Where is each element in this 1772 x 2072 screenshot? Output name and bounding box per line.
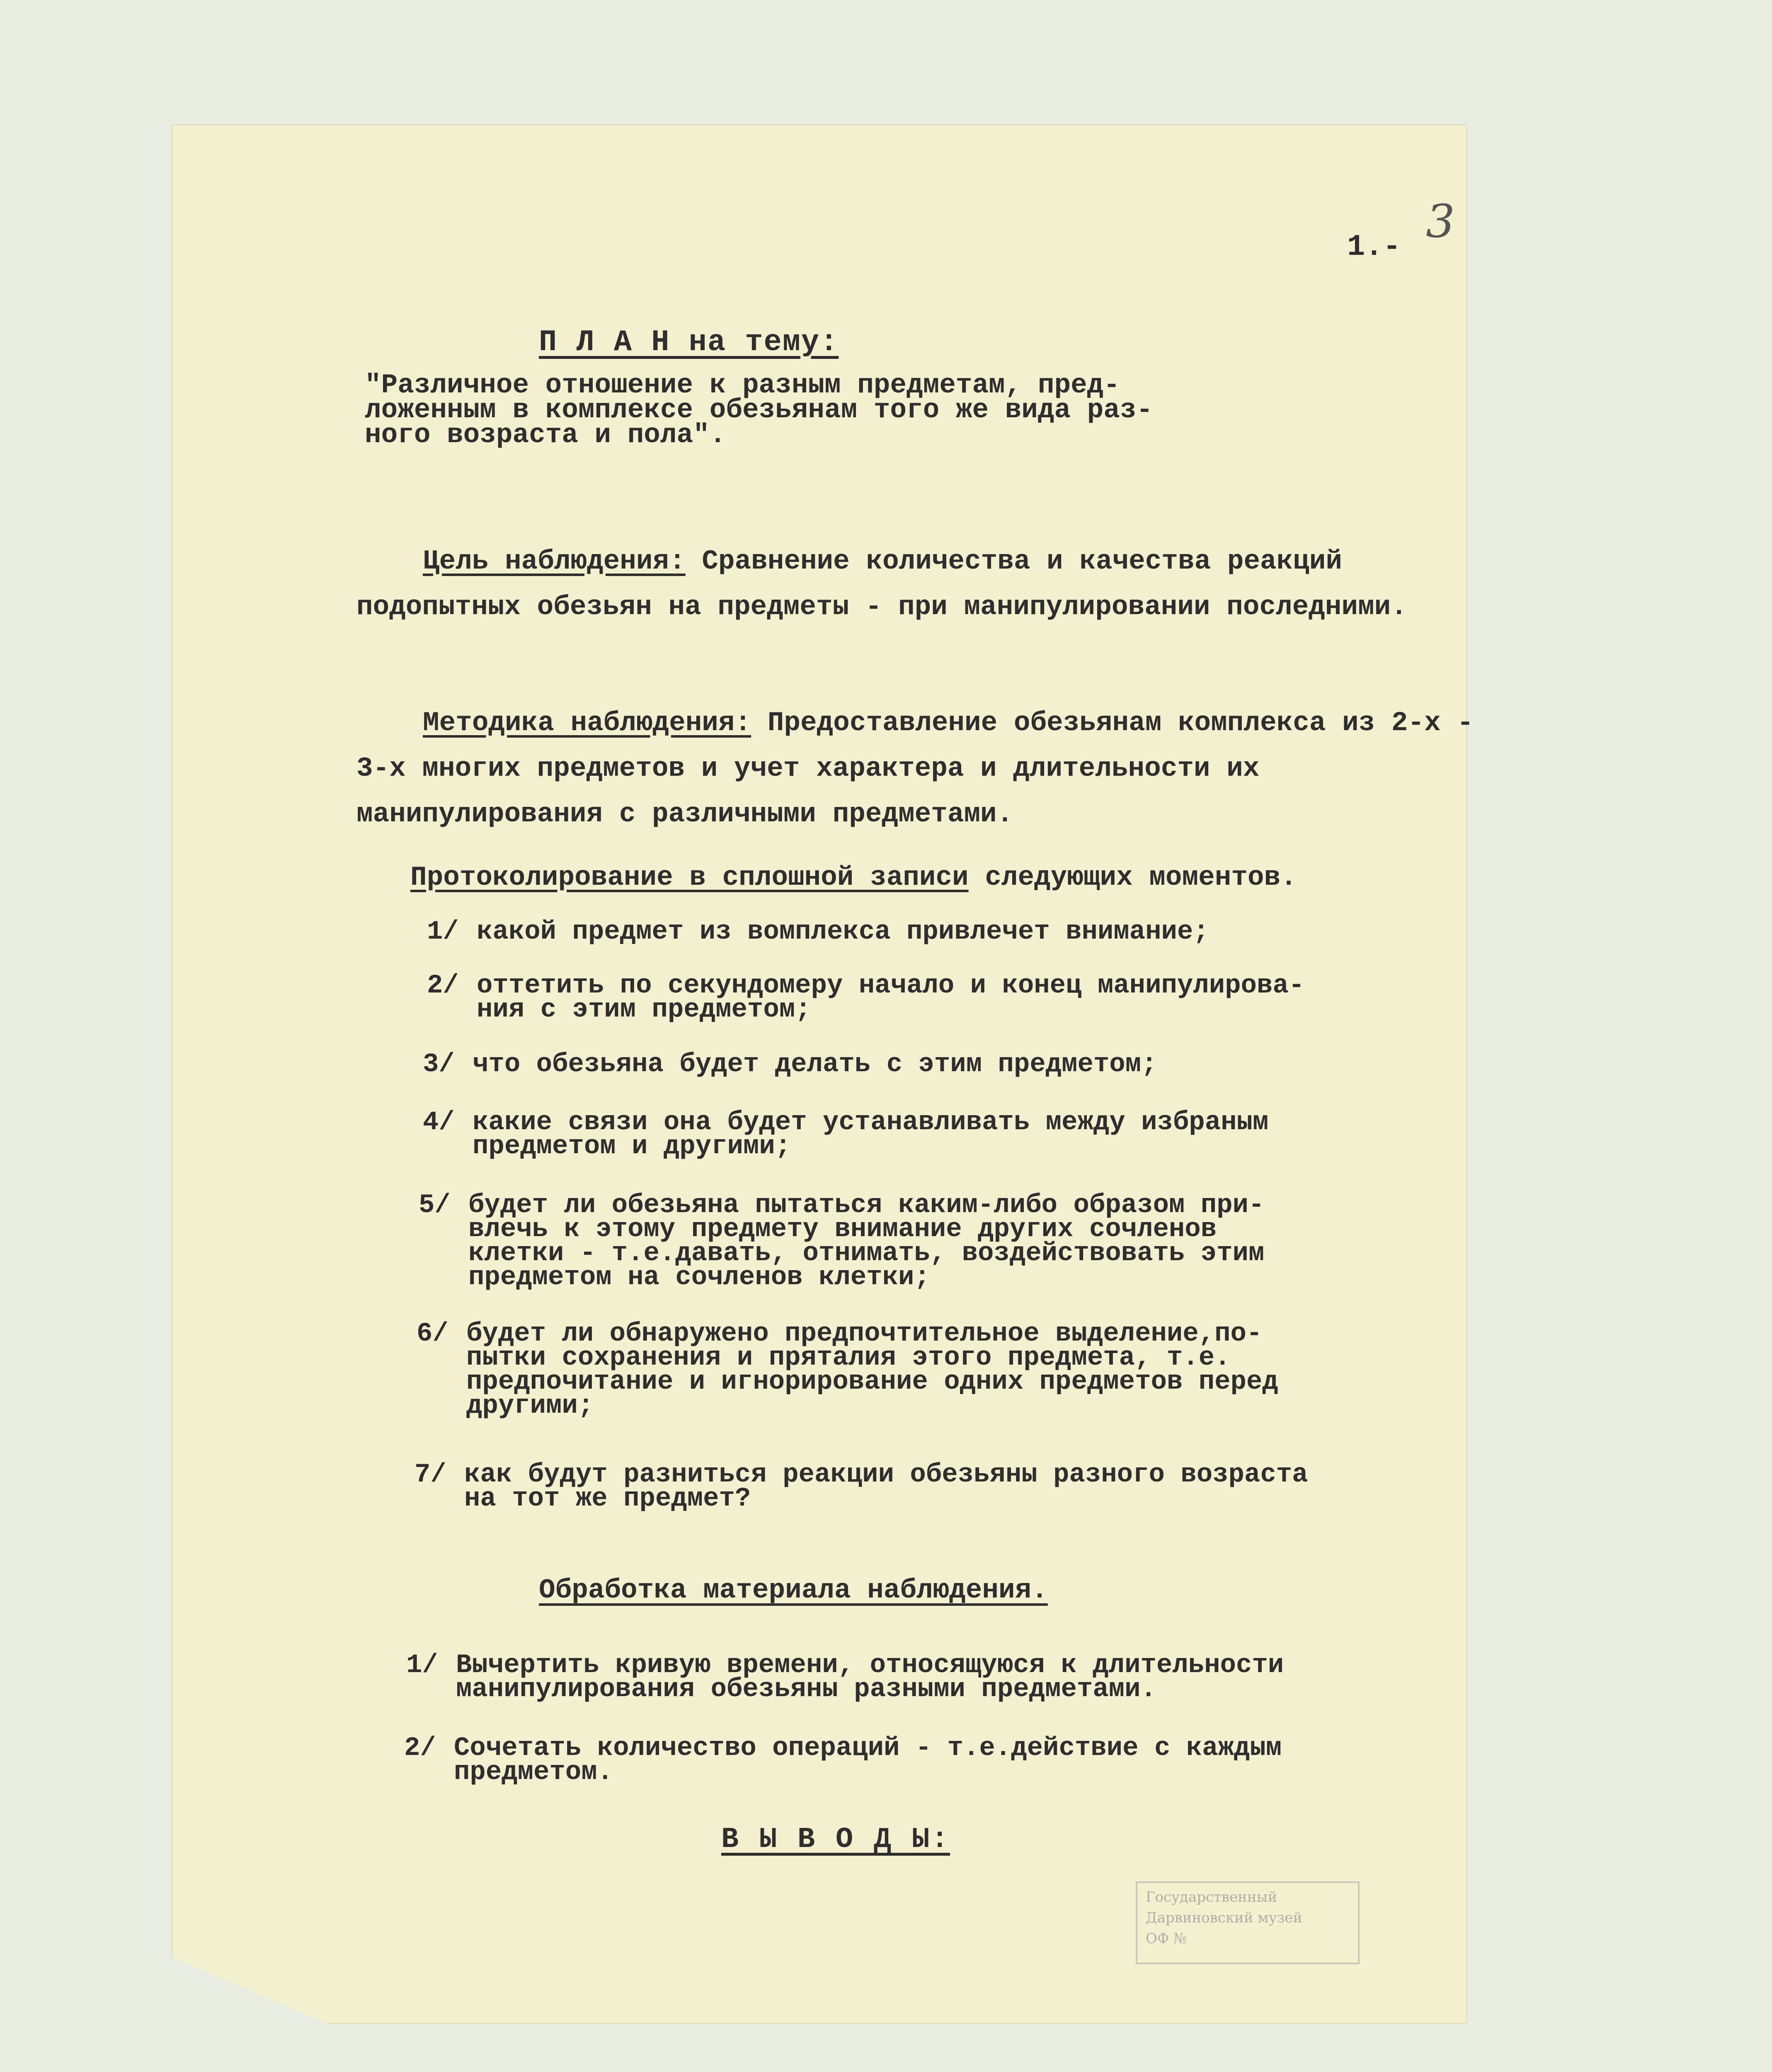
item-text: оттетить по секундомеру начало и конец манипулирова- ния с этим предметом;: [477, 971, 1305, 1025]
plan-title: П Л А Н на тему:: [539, 325, 839, 359]
item-number: 5/: [419, 1191, 451, 1220]
protocol-item: [427, 971, 1305, 1025]
item-text: Вычертить кривую времени, относящуюся к длительности манипулирования обезьяны разными предметами.: [456, 1651, 1284, 1704]
processing-title: Обработка материала наблюдения.: [539, 1575, 1048, 1606]
item-number: 3/: [423, 1050, 455, 1080]
item-text: будет ли обнаружено предпочтительное выделение,по- пытки сохранения и пряталия этого предмета, т.е. предпочитание и игнорирование одних предметов перед другими;: [466, 1319, 1278, 1421]
stamp-line: Государственный: [1146, 1889, 1277, 1905]
protocol-text: следующих моментов.: [968, 862, 1297, 893]
item-text: будет ли обезьяна пытаться каким-либо образом при- влечь к этому предмету внимание других сочленов клетки - т.е.давать, отнимать, воздействовать этим предметом на сочленов клетки;: [468, 1191, 1265, 1293]
goal-label: Цель наблюдения:: [423, 546, 686, 577]
page-number: 1.-: [1347, 230, 1401, 264]
protocol-item: [427, 917, 1209, 947]
item-number: 4/: [423, 1108, 455, 1138]
stamp-line: Дарвиновский музей: [1146, 1910, 1302, 1926]
item-text: какой предмет из вомплекса привлечет внимание;: [477, 917, 1209, 947]
protocol-item: [415, 1460, 1308, 1514]
stamp-line: ОФ №: [1146, 1930, 1187, 1947]
method-label: Методика наблюдения:: [423, 707, 751, 738]
item-number: 6/: [417, 1319, 448, 1349]
protocol-item: [423, 1108, 1269, 1162]
item-number: 7/: [415, 1460, 446, 1490]
protocol-header: [410, 862, 1297, 893]
item-number: 1/: [427, 917, 459, 947]
protocol-item: [417, 1319, 1278, 1421]
item-text: как будут разниться реакции обезьяны разного возраста на тот же предмет?: [464, 1460, 1308, 1514]
protocol-item: [423, 1050, 1157, 1080]
processing-item: [404, 1733, 1282, 1787]
item-number: 2/: [427, 971, 459, 1001]
protocol-item: [419, 1191, 1265, 1293]
method-paragraph: [356, 700, 1476, 837]
protocol-label: Протоколирование в сплошной записи: [410, 862, 969, 893]
archive-stamp: [1136, 1881, 1360, 1964]
plan-topic: "Различное отношение к разным предметам, пред- ложенным в комплексе обезьянам того же вида раз- ного возраста и пола".: [365, 370, 1153, 450]
goal-paragraph: [356, 539, 1476, 630]
goal-text: Сравнение количества и качества реакций подопытных обезьян на предметы - при манипулировании последними.: [356, 546, 1407, 622]
item-number: 2/: [404, 1733, 436, 1763]
conclusions-heading: В Ы В О Д Ы:: [721, 1823, 950, 1856]
item-number: 1/: [406, 1651, 438, 1680]
processing-item: [406, 1653, 1284, 1702]
pencil-page-number: 3: [1426, 195, 1455, 248]
item-text: Сочетать количество операций - т.е.действие с каждым предметом.: [454, 1733, 1282, 1787]
method-text: Предоставление обезьянам комплекса из 2-х - 3-х многих предметов и учет характера и длительности их манипулирования с различными предметами.: [356, 707, 1474, 830]
item-text: что обезьяна будет делать с этим предметом;: [473, 1050, 1157, 1080]
item-text: какие связи она будет устанавливать между избраным предметом и другими;: [473, 1108, 1269, 1162]
